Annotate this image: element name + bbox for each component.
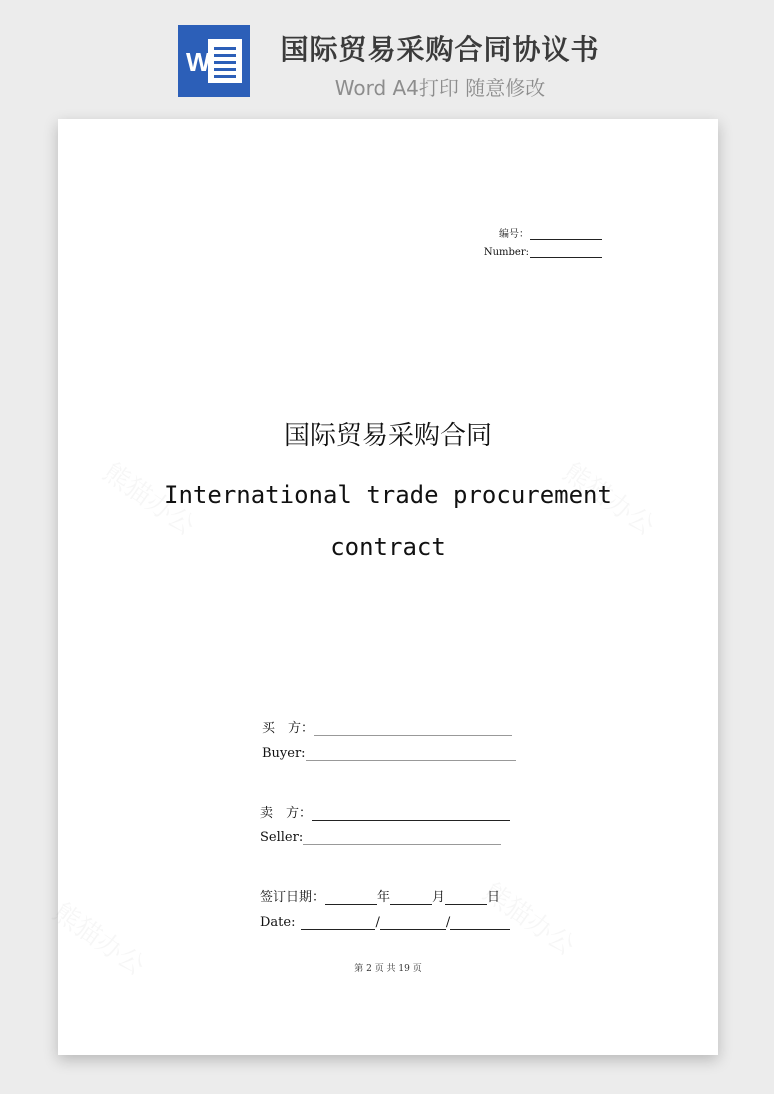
year-label: 年: [377, 890, 391, 905]
sign-date-label: 签订日期：: [260, 890, 326, 905]
seller-cn-label: 卖 方：: [260, 806, 313, 821]
word-logo-letter: W: [186, 47, 211, 77]
day-label: 日: [487, 890, 501, 905]
buyer-en-label: Buyer:: [262, 746, 306, 761]
banner-title: 国际贸易采购合同协议书: [280, 33, 600, 66]
buyer-en-blank[interactable]: [306, 746, 516, 761]
month-label: 月: [432, 890, 446, 905]
document-page: [58, 119, 718, 1055]
date-blank-1[interactable]: [301, 915, 375, 930]
sign-date-en-field: [260, 915, 510, 930]
day-blank[interactable]: [445, 890, 487, 905]
document-title-en: International trade procurement contract: [164, 481, 612, 561]
document-title-cn: 国际贸易采购合同: [283, 421, 492, 451]
page-footer: 第 2 页 共 19 页: [354, 964, 422, 974]
seller-en-blank[interactable]: [303, 830, 501, 845]
sign-date-cn-field: [260, 886, 500, 905]
number-row-en: [484, 247, 602, 258]
date-en-label: Date:: [260, 915, 296, 930]
buyer-en-field: [262, 746, 516, 761]
word-icon: [178, 25, 250, 97]
number-cn-label: 编号：: [499, 229, 529, 240]
date-blank-3[interactable]: [450, 915, 510, 930]
buyer-cn-blank[interactable]: [314, 721, 512, 736]
date-separator: /: [445, 915, 451, 930]
seller-cn-field: [260, 802, 510, 821]
seller-cn-blank[interactable]: [312, 806, 510, 821]
seller-en-label: Seller:: [260, 830, 304, 845]
buyer-cn-label: 买 方：: [262, 721, 315, 736]
month-blank[interactable]: [390, 890, 432, 905]
date-separator: /: [375, 915, 380, 930]
buyer-cn-field: [262, 717, 512, 736]
seller-en-field: [260, 830, 501, 845]
number-en-blank[interactable]: [530, 247, 602, 258]
year-blank[interactable]: [325, 890, 377, 905]
number-en-label: Number:: [483, 247, 529, 258]
number-cn-blank[interactable]: [530, 229, 602, 240]
date-blank-2[interactable]: [380, 915, 446, 930]
number-row-cn: [499, 225, 602, 240]
banner-subtitle: Word A4打印 随意修改: [334, 76, 546, 100]
